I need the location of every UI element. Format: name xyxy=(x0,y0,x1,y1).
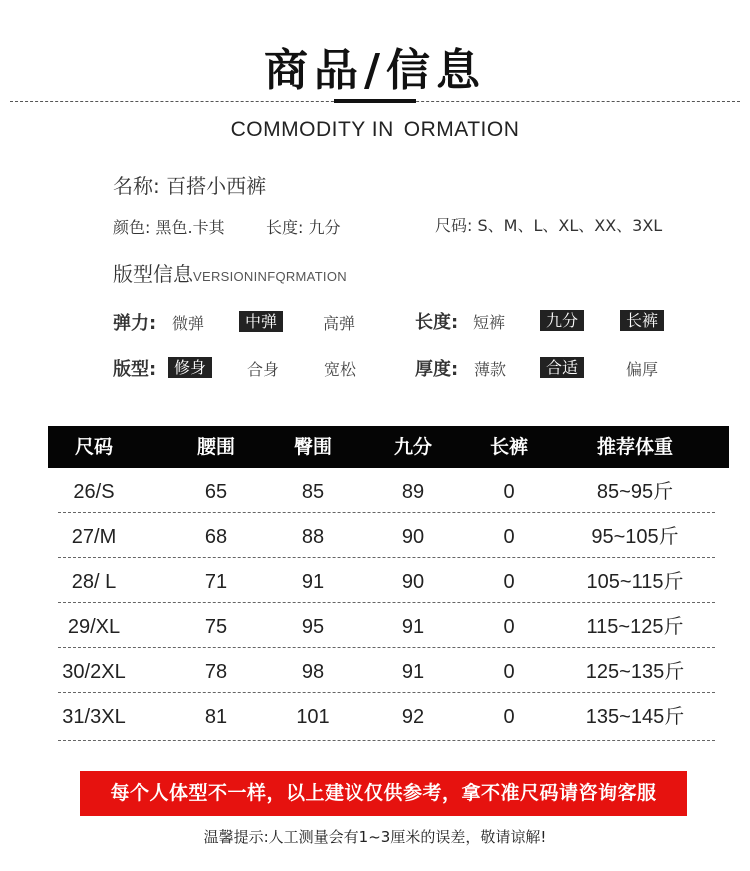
header-long-length: 长裤 xyxy=(489,436,528,458)
table-cell-hip: 101 xyxy=(296,706,330,728)
table-cell-long: 0 xyxy=(503,706,515,728)
table-cell-size: 28/ L xyxy=(71,571,117,593)
header-waist: 腰围 xyxy=(196,436,235,458)
header-hip: 臀围 xyxy=(293,436,332,458)
table-cell-ninth: 90 xyxy=(401,571,425,593)
table-cell-weight: 135~145斤 xyxy=(585,706,685,728)
fit-option-loose: 宽松 xyxy=(324,360,357,379)
table-cell-ninth: 92 xyxy=(401,706,425,728)
title-accent-bar xyxy=(334,99,416,103)
row-divider xyxy=(58,740,715,741)
table-cell-weight: 95~105斤 xyxy=(591,526,679,548)
row-divider xyxy=(58,557,715,558)
header-ninth-length: 九分 xyxy=(393,436,432,458)
elasticity-label: 弹力: xyxy=(113,313,157,334)
table-cell-waist: 71 xyxy=(204,571,228,593)
table-cell-weight: 125~135斤 xyxy=(585,661,685,683)
elasticity-option-medium: 中弹 xyxy=(239,311,283,332)
table-cell-hip: 88 xyxy=(301,526,325,548)
size-advice-banner: 每个人体型不一样，以上建议仅供参考，拿不准尺码请咨询客服 xyxy=(80,771,687,816)
length-label: 长度: xyxy=(415,312,459,333)
version-info-en: VERSIONINFQRMATION xyxy=(193,269,347,284)
table-cell-long: 0 xyxy=(503,481,515,503)
fit-option-regular: 合身 xyxy=(247,360,280,379)
table-cell-waist: 68 xyxy=(204,526,228,548)
table-cell-hip: 85 xyxy=(301,481,325,503)
table-cell-waist: 65 xyxy=(204,481,228,503)
elasticity-option-high: 高弹 xyxy=(323,314,356,333)
page-subtitle xyxy=(0,118,750,142)
subtitle-left: COMMODITY IN xyxy=(230,118,394,141)
row-divider xyxy=(58,692,715,693)
table-cell-ninth: 89 xyxy=(401,481,425,503)
table-cell-weight: 85~95斤 xyxy=(596,481,674,503)
table-cell-hip: 95 xyxy=(301,616,325,638)
length-option-long: 长裤 xyxy=(620,310,664,331)
fit-label: 版型: xyxy=(113,359,157,380)
header-recommended-weight: 推荐体重 xyxy=(596,436,673,458)
table-cell-waist: 78 xyxy=(204,661,228,683)
row-divider xyxy=(58,647,715,648)
table-cell-hip: 98 xyxy=(301,661,325,683)
thickness-option-thick: 偏厚 xyxy=(626,360,659,379)
header-size: 尺码 xyxy=(74,436,113,458)
version-info-heading xyxy=(113,258,347,287)
row-divider xyxy=(58,602,715,603)
product-length: 长度: 九分 xyxy=(266,218,341,237)
length-option-shorts: 短裤 xyxy=(473,313,506,332)
table-cell-size: 27/M xyxy=(71,526,117,548)
table-cell-ninth: 91 xyxy=(401,616,425,638)
subtitle-right: ORMATION xyxy=(403,118,520,141)
table-cell-waist: 75 xyxy=(204,616,228,638)
table-cell-ninth: 91 xyxy=(401,661,425,683)
product-sizes: 尺码: S、M、L、XL、XX、3XL xyxy=(435,216,663,235)
length-option-ninth: 九分 xyxy=(540,310,584,331)
table-cell-size: 30/2XL xyxy=(62,661,126,683)
page-title: 商品/信息 xyxy=(263,45,487,96)
table-cell-long: 0 xyxy=(503,616,515,638)
fit-option-slim: 修身 xyxy=(168,357,212,378)
product-name: 名称: 百搭小西裤 xyxy=(113,174,267,198)
table-cell-hip: 91 xyxy=(301,571,325,593)
thickness-option-thin: 薄款 xyxy=(474,360,507,379)
table-cell-long: 0 xyxy=(503,526,515,548)
elasticity-option-slight: 微弹 xyxy=(172,314,205,333)
table-cell-ninth: 90 xyxy=(401,526,425,548)
table-cell-size: 31/3XL xyxy=(62,706,126,728)
product-color: 颜色: 黑色.卡其 xyxy=(113,218,225,237)
table-cell-waist: 81 xyxy=(204,706,228,728)
table-cell-weight: 115~125斤 xyxy=(586,616,684,638)
row-divider xyxy=(58,512,715,513)
table-cell-long: 0 xyxy=(503,661,515,683)
table-cell-size: 29/XL xyxy=(67,616,121,638)
version-info-cn: 版型信息 xyxy=(113,262,193,286)
thickness-option-suitable: 合适 xyxy=(540,357,584,378)
table-cell-size: 26/S xyxy=(73,481,115,503)
table-cell-long: 0 xyxy=(503,571,515,593)
table-cell-weight: 105~115斤 xyxy=(586,571,684,593)
thickness-label: 厚度: xyxy=(415,359,459,380)
measurement-tip: 温馨提示:人工测量会有1~3厘米的误差，敬请谅解! xyxy=(203,828,547,846)
